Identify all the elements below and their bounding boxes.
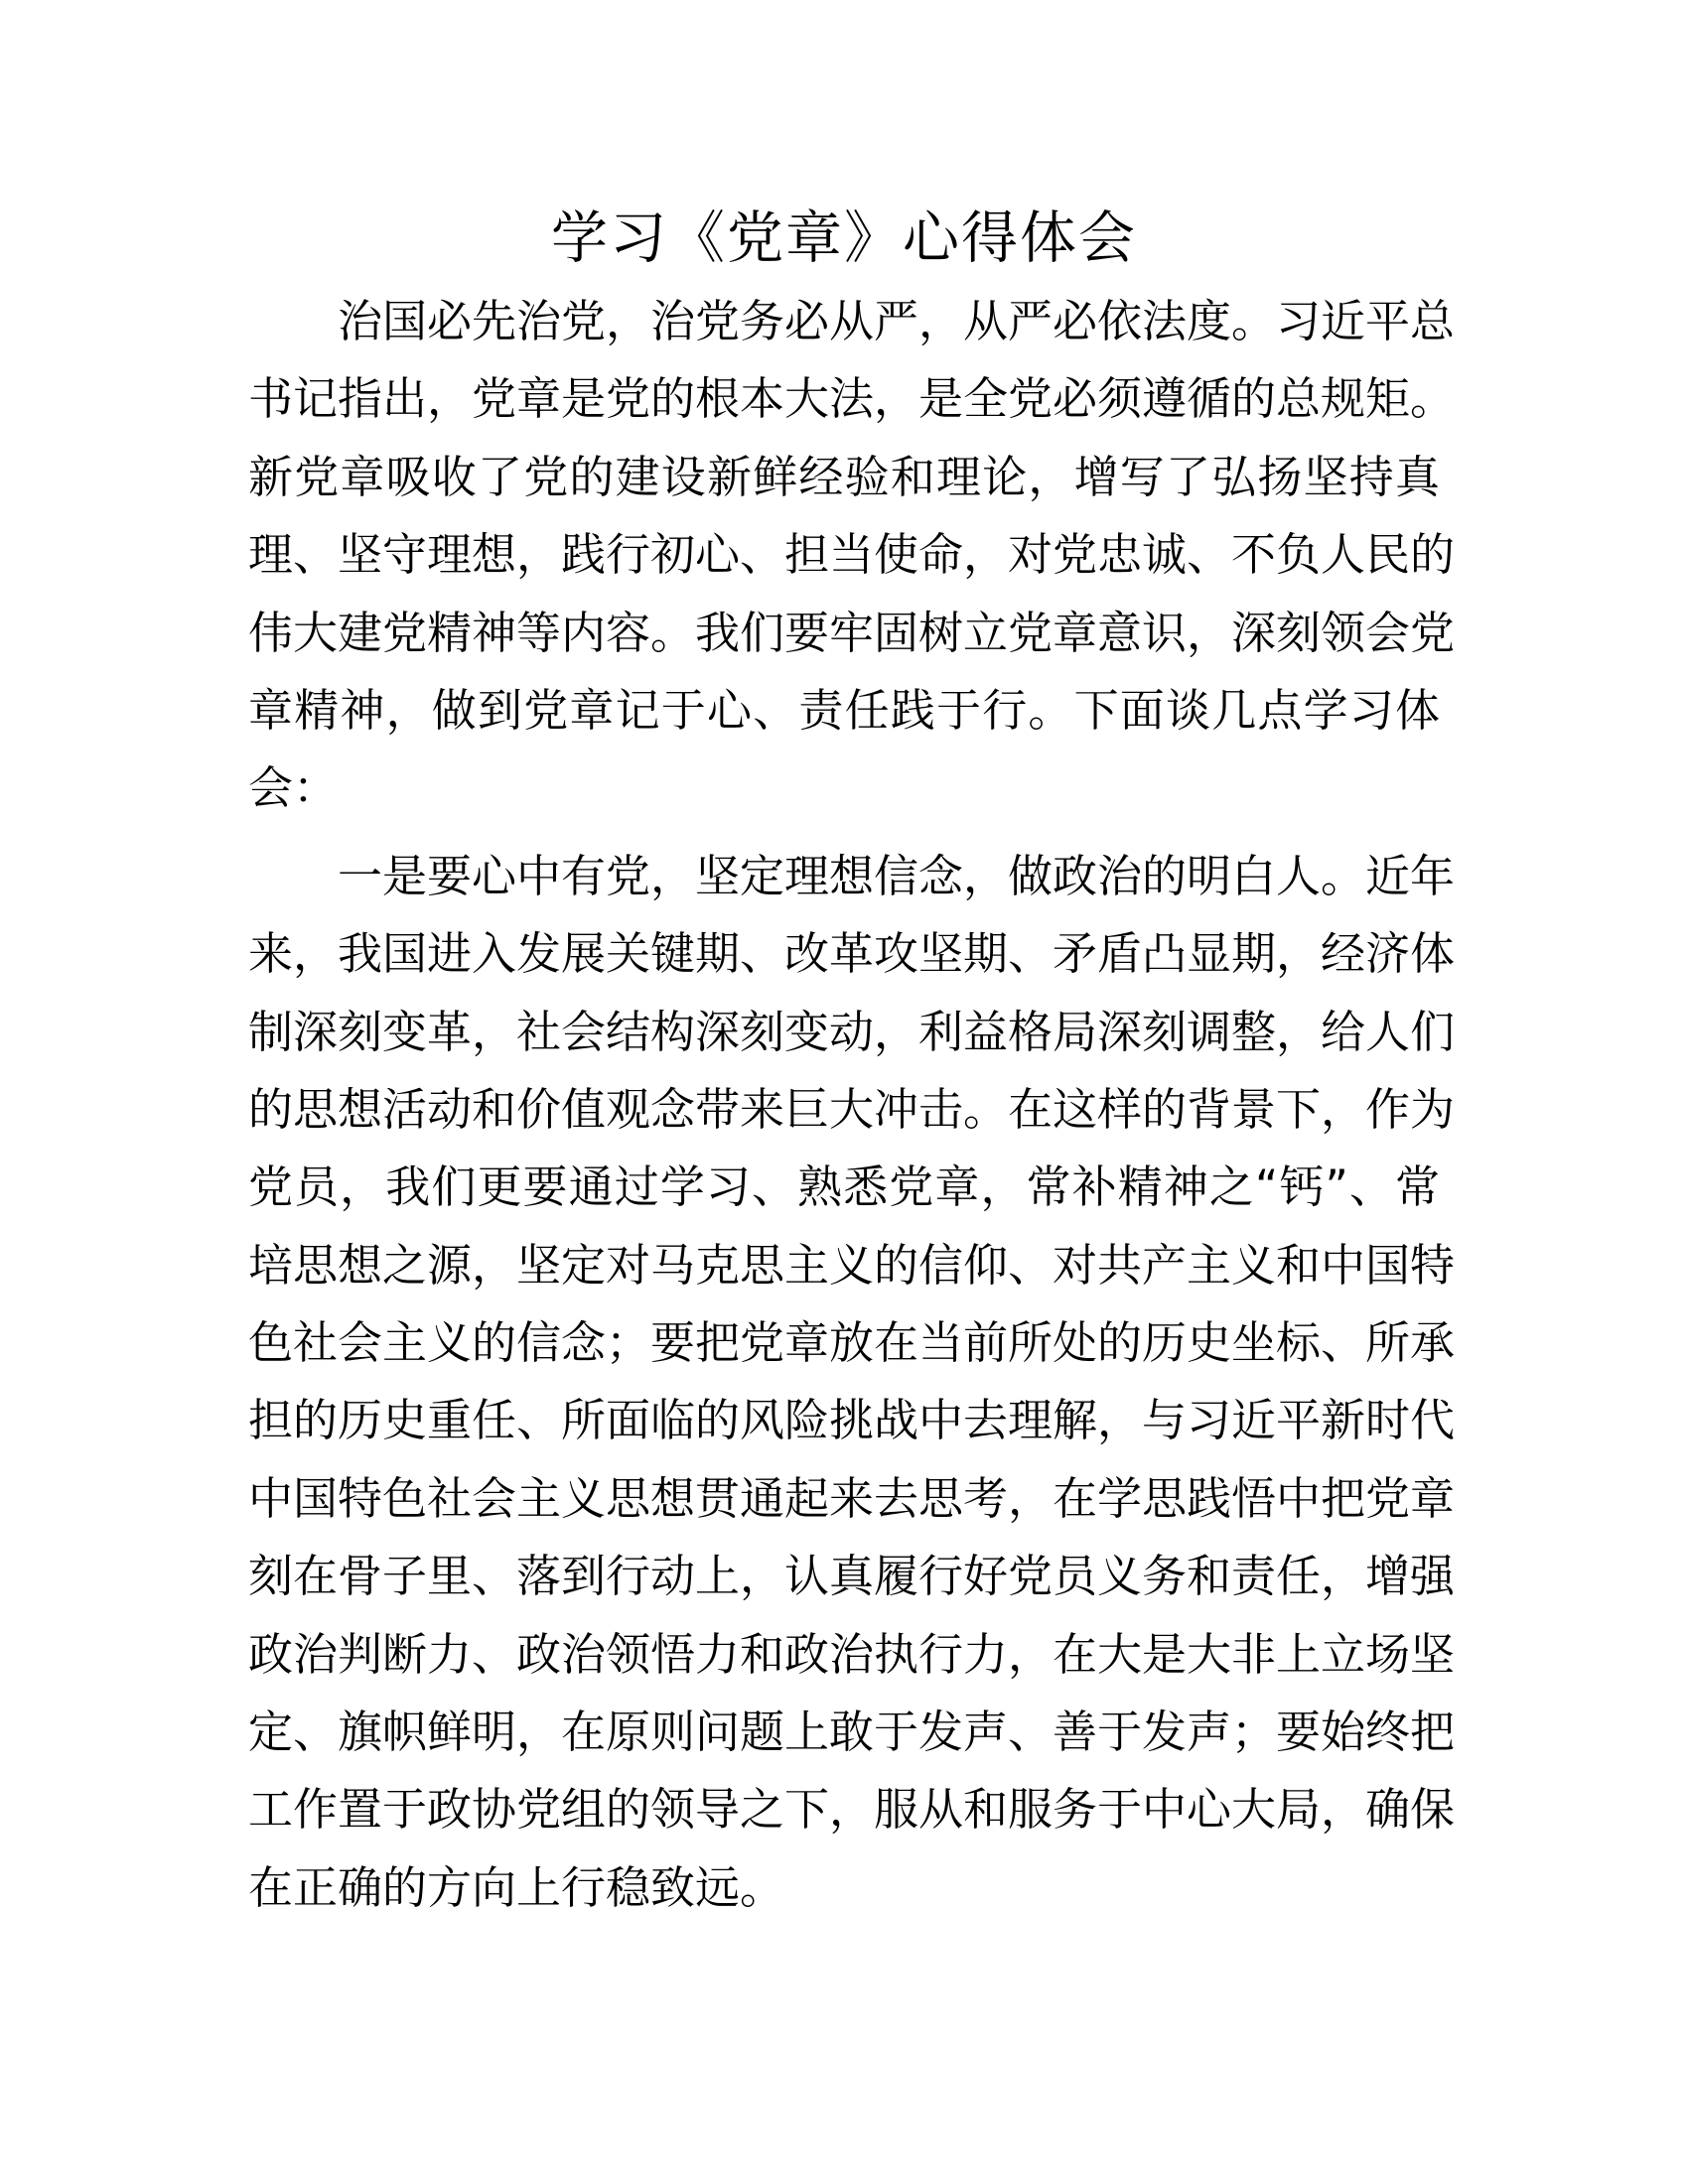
paragraph-line: 担的历史重任、所面临的风险挑战中去理解，与习近平新时代 — [248, 1394, 1456, 1447]
paragraph-line: 伟大建党精神等内容。我们要牢固树立党章意识，深刻领会党 — [248, 606, 1456, 659]
paragraph-line: 定、旗帜鲜明，在原则问题上敢于发声、善于发声；要始终把 — [248, 1706, 1456, 1759]
paragraph-line: 培思想之源，坚定对马克思主义的信仰、对共产主义和中国特 — [248, 1238, 1456, 1292]
paragraph-line: 理、坚守理想，践行初心、担当使命，对党忠诚、不负人民的 — [248, 528, 1456, 582]
paragraph-line: 政治判断力、政治领悟力和政治执行力，在大是大非上立场坚 — [248, 1627, 1456, 1681]
paragraph-line: 色社会主义的信念；要把党章放在当前所处的历史坐标、所承 — [248, 1316, 1456, 1370]
paragraph-line: 的思想活动和价值观念带来巨大冲击。在这样的背景下，作为 — [248, 1082, 1456, 1136]
paragraph-line: 党员，我们更要通过学习、熟悉党章，常补精神之“钙”、常 — [248, 1160, 1440, 1214]
paragraph-line: 治国必先治党，治党务必从严，从严必依法度。习近平总 — [338, 295, 1456, 347]
paragraph-line: 制深刻变革，社会结构深刻变动，利益格局深刻调整，给人们 — [248, 1005, 1456, 1058]
paragraph-line: 刻在骨子里、落到行动上，认真履行好党员义务和责任，增强 — [248, 1550, 1456, 1603]
paragraph-line: 书记指出，党章是党的根本大法，是全党必须遵循的总规矩。 — [248, 372, 1456, 426]
document-page — [248, 194, 1456, 1927]
document-title: 学习《党章》心得体会 — [551, 205, 1137, 271]
paragraph-line: 中国特色社会主义思想贯通起来去思考，在学思践悟中把党章 — [248, 1471, 1456, 1525]
paragraph-1 — [248, 283, 1456, 828]
paragraph-2 — [248, 838, 1456, 1927]
paragraph-line: 会： — [248, 761, 339, 815]
paragraph-line: 工作置于政协党组的领导之下，服从和服务于中心大局，确保 — [248, 1783, 1456, 1837]
paragraph-line: 章精神，做到党章记于心、责任践于行。下面谈几点学习体 — [248, 683, 1440, 737]
paragraph-line: 一是要心中有党，坚定理想信念，做政治的明白人。近年 — [338, 849, 1456, 902]
paragraph-line: 在正确的方向上行稳致远。 — [248, 1860, 785, 1914]
paragraph-line: 新党章吸收了党的建设新鲜经验和理论，增写了弘扬坚持真 — [248, 450, 1440, 503]
paragraph-line: 来，我国进入发展关键期、改革攻坚期、矛盾凸显期，经济体 — [248, 927, 1456, 981]
